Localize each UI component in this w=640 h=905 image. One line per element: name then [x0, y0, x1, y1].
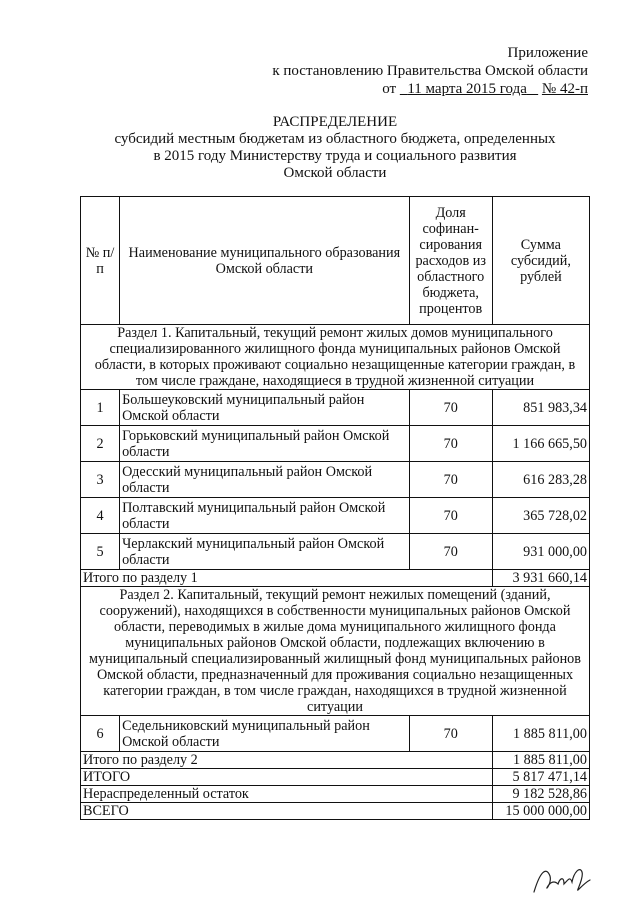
heading-line-2: в 2015 году Министерству труда и социального развития	[153, 148, 517, 164]
summary-value: 15 000 000,00	[492, 803, 589, 820]
row-sum: 365 728,02	[492, 498, 589, 534]
row-num: 6	[81, 716, 120, 752]
summary-label: Нераспределенный остаток	[81, 786, 493, 803]
section-2-row	[81, 587, 590, 716]
section-2-total-value: 1 885 811,00	[492, 752, 589, 769]
header-num: № п/п	[81, 197, 120, 325]
row-num: 5	[81, 534, 120, 570]
document-heading	[80, 114, 590, 182]
row-sum: 931 000,00	[492, 534, 589, 570]
appendix-date-line	[272, 80, 588, 98]
header-name: Наименование муниципального образования Омской области	[120, 197, 410, 325]
row-share: 70	[409, 426, 492, 462]
section-1-row	[81, 325, 590, 390]
row-sum: 1 885 811,00	[492, 716, 589, 752]
header-share: Доля софинан-сирования расходов из областного бюджета, процентов	[409, 197, 492, 325]
appendix-number: № 42-п	[541, 81, 588, 97]
row-share: 70	[409, 716, 492, 752]
table-row	[81, 498, 590, 534]
appendix-title: Приложение	[507, 45, 588, 61]
summary-grand-total-row	[81, 803, 590, 820]
appendix-date-prefix: от	[382, 81, 397, 97]
section-2-total-row	[81, 752, 590, 769]
summary-total-row	[81, 769, 590, 786]
section-1-total-row	[81, 570, 590, 587]
row-name: Седельниковский муниципальный район Омской области	[120, 716, 410, 752]
summary-value: 5 817 471,14	[492, 769, 589, 786]
row-name: Большеуковский муниципальный район Омской области	[120, 390, 410, 426]
header-sum: Сумма субсидий, рублей	[492, 197, 589, 325]
row-num: 2	[81, 426, 120, 462]
row-share: 70	[409, 462, 492, 498]
section-2-title: Раздел 2. Капитальный, текущий ремонт нежилых помещений (зданий, сооружений), находящихся в собственности муниципальных районов Омской области, переводимых в жилые дома муниципального жилищного фонда муниципальных районов Омской области, подлежащих включению в муниципальный специализированный жилищный фонд муниципальных районов Омской области, предназначенный для проживания социально незащищенных категории граждан, в том числе граждан, находящихся в трудной жизненной ситуации	[81, 587, 590, 716]
row-sum: 616 283,28	[492, 462, 589, 498]
row-name: Одесский муниципальный район Омской области	[120, 462, 410, 498]
table-row	[81, 390, 590, 426]
handwritten-signature	[530, 862, 594, 898]
subsidy-table	[80, 196, 590, 820]
row-name: Полтавский муниципальный район Омской области	[120, 498, 410, 534]
row-name: Черлакский муниципальный район Омской области	[120, 534, 410, 570]
table-row	[81, 716, 590, 752]
row-sum: 1 166 665,50	[492, 426, 589, 462]
table-row	[81, 534, 590, 570]
row-num: 4	[81, 498, 120, 534]
summary-label: ИТОГО	[81, 769, 493, 786]
row-share: 70	[409, 390, 492, 426]
section-2-total-label: Итого по разделу 2	[81, 752, 493, 769]
row-share: 70	[409, 498, 492, 534]
table-header-row	[81, 197, 590, 325]
section-1-total-value: 3 931 660,14	[492, 570, 589, 587]
table-row	[81, 462, 590, 498]
summary-label: ВСЕГО	[81, 803, 493, 820]
summary-remainder-row	[81, 786, 590, 803]
row-num: 3	[81, 462, 120, 498]
row-name: Горьковский муниципальный район Омской области	[120, 426, 410, 462]
appendix-date: 11 марта 2015 года	[407, 81, 527, 97]
summary-value: 9 182 528,86	[492, 786, 589, 803]
section-1-title: Раздел 1. Капитальный, текущий ремонт жилых домов муниципального специализированного жилищного фонда муниципальных районов Омской области, в которых проживают социально незащищенные категории граждан, в том числе граждане, находящиеся в трудной жизненной ситуации	[81, 325, 590, 390]
document-title: РАСПРЕДЕЛЕНИЕ	[272, 114, 398, 130]
appendix-resolution: к постановлению Правительства Омской области	[272, 63, 588, 79]
row-share: 70	[409, 534, 492, 570]
appendix-block	[272, 44, 588, 98]
table-row	[81, 426, 590, 462]
heading-line-3: Омской области	[283, 165, 387, 181]
row-sum: 851 983,34	[492, 390, 589, 426]
section-1-total-label: Итого по разделу 1	[81, 570, 493, 587]
row-num: 1	[81, 390, 120, 426]
heading-line-1: субсидий местным бюджетам из областного бюджета, определенных	[114, 131, 556, 147]
